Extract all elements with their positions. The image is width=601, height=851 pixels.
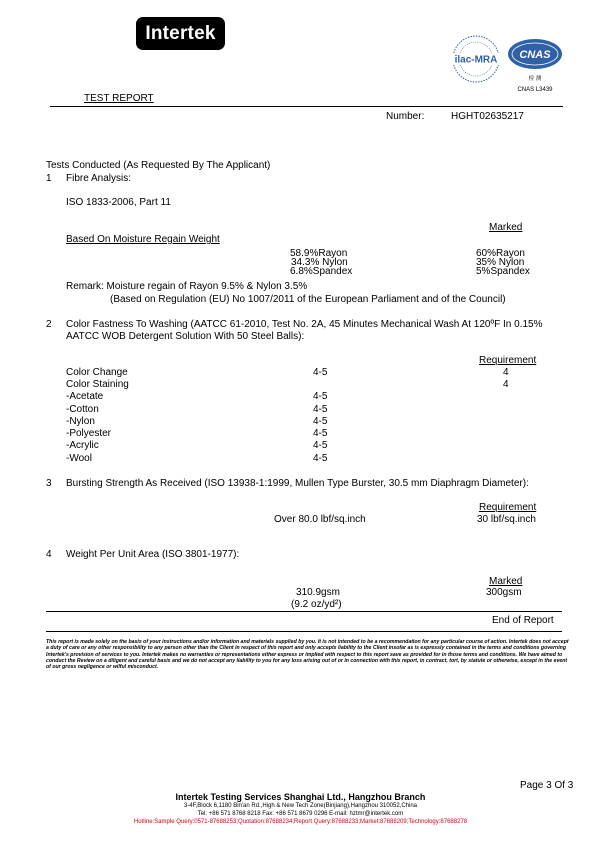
fibre-result: 34.3% Nylon [291,257,348,268]
fibre-marked: 5%Spandex [476,266,530,277]
cnas-code: CNAS L3439 [517,87,553,93]
section-1-number: 1 [46,173,52,184]
washing-row-value: 4-5 [313,440,328,451]
fibre-basis: Based On Moisture Regain Weight [66,234,220,245]
number-label: Number: [386,111,425,122]
cnas-chinese-text: 检 测 [528,76,542,82]
header-rule [50,106,563,107]
fibre-marked-label: Marked [489,222,523,233]
page-number: Page 3 Of 3 [520,780,574,791]
bursting-value: Over 80.0 lbf/sq.inch [274,514,366,525]
washing-row-label: Color Staining [66,379,129,390]
tests-conducted-heading: Tests Conducted (As Requested By The Applicant) [46,160,271,171]
end-rule [46,611,562,612]
ilac-text: ilac-MRA [454,54,498,66]
weight-marked-label: Marked [489,576,523,587]
footer-hotline: Hotline:Sample Query:0571-87688253;Quotation:87688234;Report Query:87688233;Market:87688209;Technology:87688278 [133,819,468,825]
footer-address: 3-4F,Block 6,1180 Bin'an Rd.,High & New Tech Zone(Binjiang),Hangzhou 310052,China [183,803,418,809]
footer-contact: Tel: +86 571 8768 8218 Fax: +86 571 8679 0296 E-mail: hztmr@intertek.com [197,811,404,817]
cnas-logo [505,36,565,94]
footer-company: Intertek Testing Services Shanghai Ltd., Hangzhou Branch [175,792,426,802]
washing-row-label: Color Change [66,367,128,378]
washing-row-value: 4-5 [313,404,328,415]
cnas-text: CNAS [519,49,551,61]
washing-row-label: -Cotton [66,404,99,415]
report-number: HGHT02635217 [451,111,524,122]
bursting-requirement-label: Requirement [479,502,537,513]
fibre-result: 58.9%Rayon [290,248,348,259]
weight-marked: 300gsm [486,587,522,598]
section-1-title: Fibre Analysis: [66,173,132,184]
weight-value: 310.9gsm [296,587,340,598]
washing-row-value: 4-5 [313,428,328,439]
disclaimer-text: This report is made solely on the basis of your instructions and/or information and materials supplied by you. It is not intended to be a recommendation for any particular course of action. Intertek does not accept a duty of care or any other responsibility to any person other than the Client in respect of this report and only accepts liability to the Client insofar as is expressly contained in the terms and conditions governing Intertek's provision of services to you. Intertek makes no warranties or representations either express or implied with respect to this report save as provided for in those terms and conditions. We have aimed to conduct the Review on a diligent and careful basis and we do not accept any liability to you for any loss arising out of or in connection with this report, in contract, tort, by statute or otherwise, except in the event of our gross negligence or wilful misconduct. [46,639,569,671]
washing-row-label: -Polyester [66,428,112,439]
washing-row-label: -Nylon [66,416,95,427]
section-4-title: Weight Per Unit Area (ISO 3801-1977): [66,549,240,560]
report-title: TEST REPORT [84,93,154,104]
fibre-remark: Remark: Moisture regain of Rayon 9.5% & Nylon 3.5% [66,281,308,292]
weight-value-imperial: (9.2 oz/yd²) [291,599,342,610]
washing-row-value: 4-5 [313,367,328,378]
washing-row-req: 4 [503,367,509,378]
intertek-logo: Intertek [136,17,225,50]
washing-row-value: 4-5 [313,416,328,427]
ilac-mra-logo [445,34,507,84]
fibre-remark-regulation: (Based on Regulation (EU) No 1007/2011 of the European Parliament and of the Council) [110,294,506,305]
section-4-number: 4 [46,549,52,560]
washing-row-value: 4-5 [313,453,328,464]
fibre-marked: 35% Nylon [476,257,525,268]
end-of-report: End of Report [492,615,554,626]
section-3-title: Bursting Strength As Received (ISO 13938-1:1999, Mullen Type Burster, 30.5 mm Diaphragm Diameter): [66,478,529,489]
fibre-method: ISO 1833-2006, Part 11 [66,197,171,208]
washing-row-label: -Wool [66,453,92,464]
fibre-result: 6.8%Spandex [290,266,353,277]
washing-row-label: -Acetate [66,391,104,402]
section-2-number: 2 [46,319,52,330]
fibre-marked: 60%Rayon [476,248,525,259]
section-2-title-cont: AATCC WOB Detergent Solution With 50 Steel Balls): [66,331,305,342]
disclaimer-rule [46,631,562,632]
washing-row-label: -Acrylic [66,440,99,451]
washing-row-value: 4-5 [313,391,328,402]
washing-row-req: 4 [503,379,509,390]
bursting-requirement: 30 lbf/sq.inch [477,514,536,525]
section-2-title: Color Fastness To Washing (AATCC 61-2010, Test No. 2A, 45 Minutes Mechanical Wash At 120ºF In 0.15% [66,319,543,330]
washing-requirement-label: Requirement [479,355,537,366]
section-3-number: 3 [46,478,52,489]
